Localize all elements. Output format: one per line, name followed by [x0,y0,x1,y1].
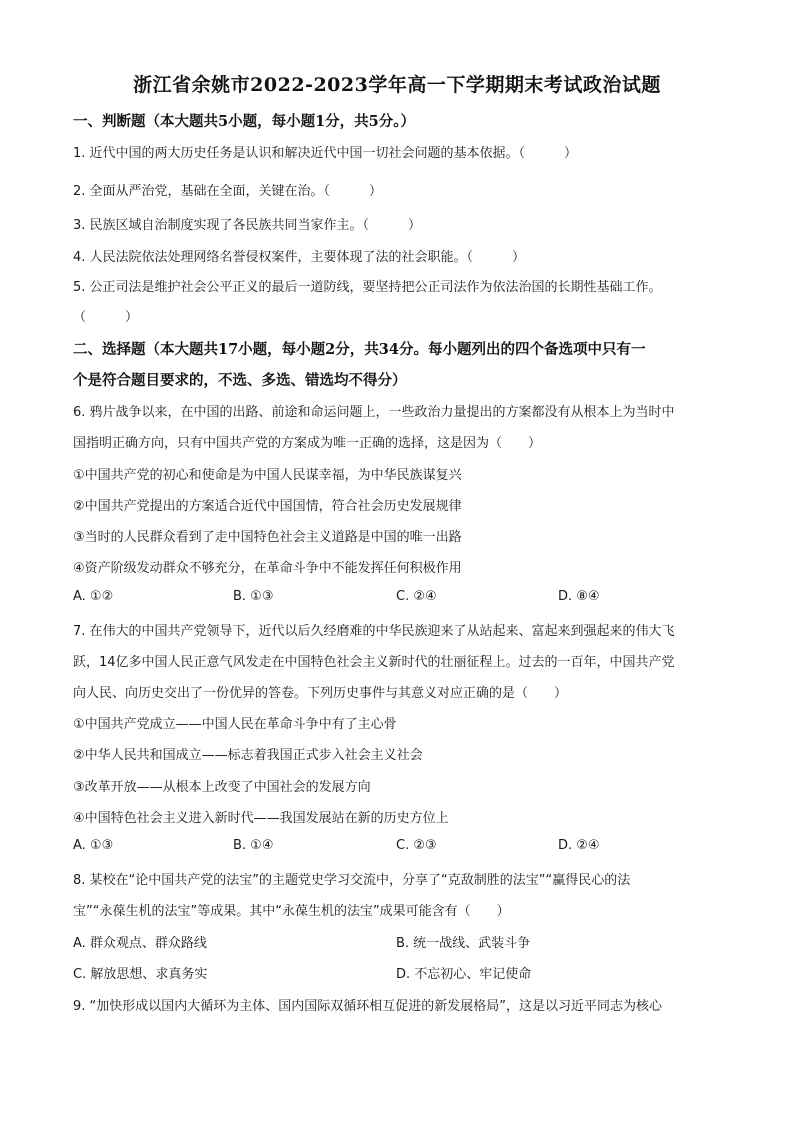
question-5-line1: 5. 公正司法是维护社会公平正义的最后一道防线，要坚持把公正司法作为依法治国的长期性基础工作。 [73,280,662,295]
question-7-option-b: B. ①④ [233,838,274,853]
question-5-line2: （ ） [73,310,139,325]
question-3: 3. 民族区域自治制度实现了各民族共同当家作主。（ ） [73,218,422,233]
question-7-option-a: A. ①③ [73,838,114,853]
question-8-option-d: D. 不忘初心、牢记使命 [396,967,532,982]
question-6-option-d: D. ⑧④ [558,589,600,604]
question-7-statement3: ③改革开放——从根本上改变了中国社会的发展方向 [73,780,371,795]
question-7-statement4: ④中国特色社会主义进入新时代——我国发展站在新的历史方位上 [73,811,449,826]
question-4: 4. 人民法院依法处理网络名誉侵权案件，主要体现了法的社会职能。（ ） [73,250,526,265]
question-7-option-c: C. ②③ [396,838,437,853]
question-8-option-c: C. 解放思想、求真务实 [73,967,208,982]
question-6-option-b: B. ①③ [233,589,274,604]
question-7-line3: 向人民、向历史交出了一份优异的答卷。下列历史事件与其意义对应正确的是（ ） [73,686,568,701]
question-6-option-c: C. ②④ [396,589,437,604]
section2-header-line2: 个是符合题目要求的，不选、多选、错选均不得分） [73,372,407,389]
question-6-option-a: A. ①② [73,589,114,604]
question-2: 2. 全面从严治党，基础在全面，关键在治。（ ） [73,184,383,199]
question-8-line2: 宝”“永葆生机的法宝”等成果。其中“永葆生机的法宝”成果可能含有（ ） [73,904,510,919]
question-6-line2: 国指明正确方向，只有中国共产党的方案成为唯一正确的选择，这是因为（ ） [73,436,542,451]
question-6-line1: 6. 鸦片战争以来，在中国的出路、前途和命运问题上，一些政治力量提出的方案都没有从根本上为当时中 [73,405,675,420]
section1-header: 一、判断题（本大题共5小题，每小题1分，共5分。） [73,113,416,130]
question-7-statement2: ②中华人民共和国成立——标志着我国正式步入社会主义社会 [73,748,423,763]
question-8-option-b: B. 统一战线、武装斗争 [396,936,531,951]
question-8-option-a: A. 群众观点、群众路线 [73,936,207,951]
section2-header-line1: 二、选择题（本大题共17小题，每小题2分，共34分。每小题列出的四个备选项中只有一 [73,341,646,358]
question-6-statement2: ②中国共产党提出的方案适合近代中国国情，符合社会历史发展规律 [73,499,462,514]
question-7-line2: 跃，14亿多中国人民正意气风发走在中国特色社会主义新时代的壮丽征程上。过去的一百年，中国共产党 [73,655,675,670]
question-9-line1: 9. “加快形成以国内大循环为主体、国内国际双循环相互促进的新发展格局”，这是以习近平同志为核心 [73,999,663,1014]
question-7-line1: 7. 在伟大的中国共产党领导下，近代以后久经磨难的中华民族迎来了从站起来、富起来到强起来的伟大飞 [73,624,675,639]
question-7-statement1: ①中国共产党成立——中国人民在革命斗争中有了主心骨 [73,717,397,732]
question-7-option-d: D. ②④ [558,838,600,853]
question-1: 1. 近代中国的两大历史任务是认识和解决近代中国一切社会问题的基本依据。（ ） [73,146,578,161]
question-6-statement3: ③当时的人民群众看到了走中国特色社会主义道路是中国的唯一出路 [73,530,462,545]
question-6-statement1: ①中国共产党的初心和使命是为中国人民谋幸福，为中华民族谋复兴 [73,468,462,483]
page-title: 浙江省余姚市2022-2023学年高一下学期期末考试政治试题 [133,74,661,96]
question-8-line1: 8. 某校在“论中国共产党的法宝”的主题党史学习交流中，分享了“克敌制胜的法宝”“赢得民心的法 [73,873,631,888]
question-6-statement4: ④资产阶级发动群众不够充分，在革命斗争中不能发挥任何积极作用 [73,561,462,576]
